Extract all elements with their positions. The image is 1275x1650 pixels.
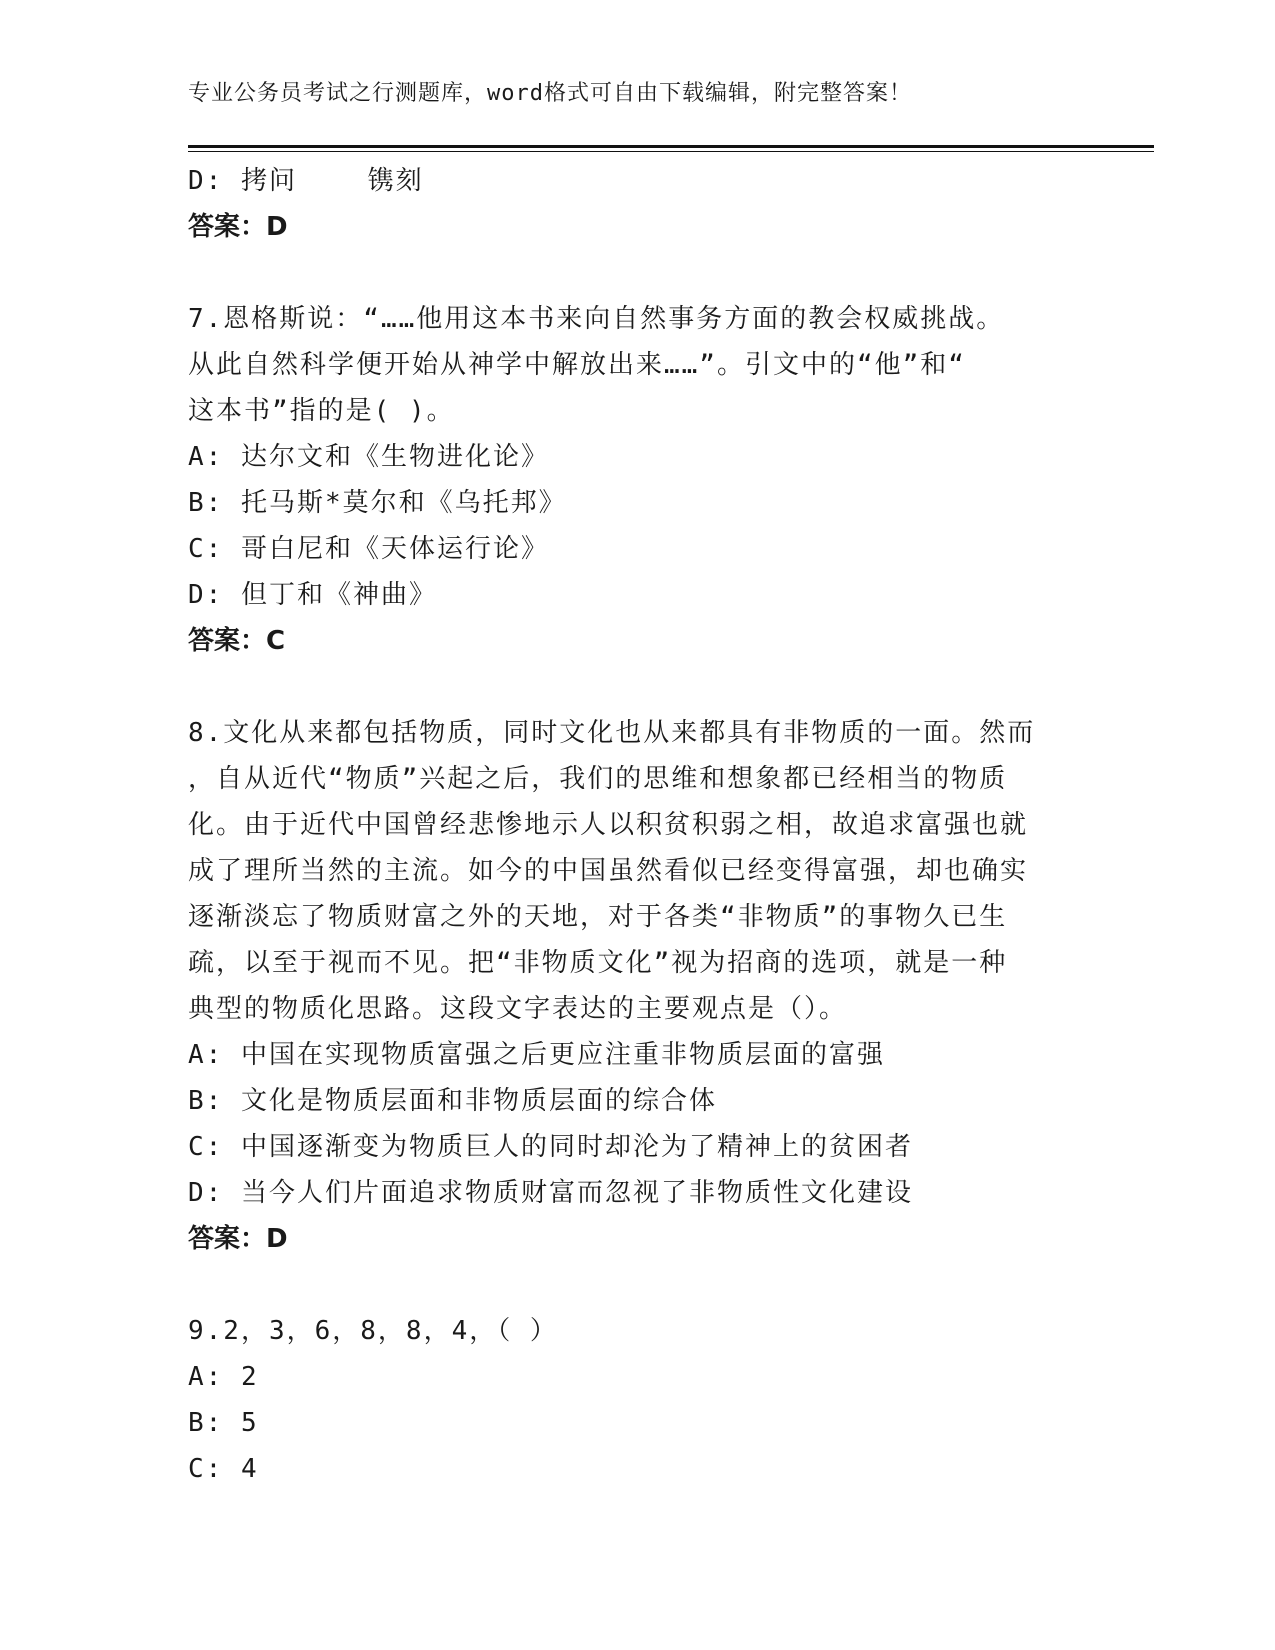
q7-option-a: A: 达尔文和《生物进化论》: [188, 442, 549, 472]
q8-stem-line: 逐渐淡忘了物质财富之外的天地，对于各类“非物质”的事物久已生: [188, 902, 1008, 932]
q7-option-d: D: 但丁和《神曲》: [188, 580, 437, 610]
question-8: [188, 710, 1068, 1262]
q8-stem-line: 典型的物质化思路。这段文字表达的主要观点是（）。: [188, 994, 848, 1024]
q8-stem-line: 8.文化从来都包括物质，同时文化也从来都具有非物质的一面。然而: [188, 718, 1036, 748]
q8-option-a: A: 中国在实现物质富强之后更应注重非物质层面的富强: [188, 1040, 885, 1070]
q7-answer: 答案：C: [188, 626, 286, 656]
prev-answer: 答案：D: [188, 212, 288, 242]
q8-stem-line: 疏，以至于视而不见。把“非物质文化”视为招商的选项，就是一种: [188, 948, 1008, 978]
q8-answer: 答案：D: [188, 1224, 288, 1254]
page-header: 专业公务员考试之行测题库，word格式可自由下载编辑，附完整答案！: [188, 81, 912, 106]
q7-option-c: C: 哥白尼和《天体运行论》: [188, 534, 549, 564]
q9-option-a: A: 2: [188, 1362, 259, 1392]
q8-option-c: C: 中国逐渐变为物质巨人的同时却沦为了精神上的贫困者: [188, 1132, 913, 1162]
spacer: [188, 664, 1068, 710]
q7-stem-line: 7.恩格斯说：“……他用这本书来向自然事务方面的教会权威挑战。: [188, 304, 1005, 334]
spacer: [188, 250, 1068, 296]
q9-stem-line: 9.2，3，6，8，8，4，（ ）: [188, 1316, 558, 1346]
header-rule-thick: [188, 145, 1154, 148]
q7-stem-line: 从此自然科学便开始从神学中解放出来……”。引文中的“他”和“: [188, 350, 966, 380]
q8-option-d: D: 当今人们片面追求物质财富而忽视了非物质性文化建设: [188, 1178, 913, 1208]
q8-stem-line: ，自从近代“物质”兴起之后，我们的思维和想象都已经相当的物质: [188, 764, 1008, 794]
prev-option-d: D: 拷问 镌刻: [188, 166, 424, 196]
q9-option-b: B: 5: [188, 1408, 259, 1438]
q8-stem-line: 成了理所当然的主流。如今的中国虽然看似已经变得富强，却也确实: [188, 856, 1029, 886]
q9-option-c: C: 4: [188, 1454, 259, 1484]
question-7: [188, 296, 1068, 664]
question-content: [188, 158, 1068, 1492]
spacer: [188, 1262, 1068, 1308]
q8-stem-line: 化。由于近代中国曾经悲惨地示人以积贫积弱之相，故追求富强也就: [188, 810, 1029, 840]
q7-option-b: B: 托马斯*莫尔和《乌托邦》: [188, 488, 567, 518]
question-9: [188, 1308, 1068, 1492]
header-rule-thin: [188, 151, 1154, 152]
q8-option-b: B: 文化是物质层面和非物质层面的综合体: [188, 1086, 717, 1116]
q7-stem-line: 这本书”指的是( )。: [188, 396, 455, 426]
